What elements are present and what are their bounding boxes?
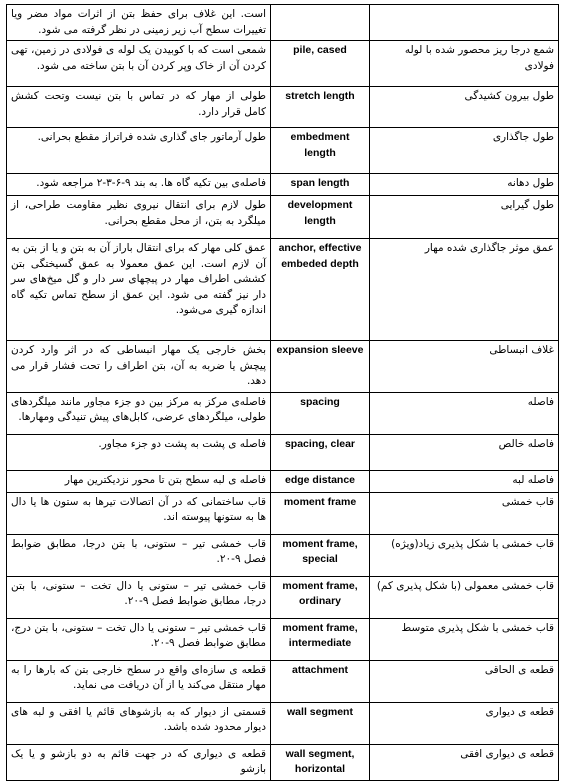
english-term-cell: moment frame, intermediate: [271, 618, 370, 660]
english-term-cell: moment frame: [271, 492, 370, 534]
english-term-cell: span length: [271, 174, 370, 196]
definition-cell: طول آرماتور جای گذاری شده فراتراز مقطع بحرانی.: [7, 128, 271, 174]
english-term-cell: edge distance: [271, 470, 370, 492]
definition-cell: فاصله‌ی بین تکیه گاه ها. به بند ۹-۶-۳-۲ مراجعه شود.: [7, 174, 271, 196]
english-term-cell: expansion sleeve: [271, 341, 370, 393]
definition-cell: قاب خمشی تیر – ستونی یا دال تخت – ستونی، با بتن درج، مطابق ضوابط فصل ۹-۲۰.: [7, 618, 271, 660]
english-term-cell: anchor, effective embeded depth: [271, 239, 370, 341]
persian-term-cell: طول بیرون کشیدگی: [370, 87, 559, 128]
english-term-cell: stretch length: [271, 87, 370, 128]
persian-term-cell: قاب خمشی با شکل پذیری زیاد(ویژه): [370, 534, 559, 576]
english-term-cell: development length: [271, 196, 370, 239]
persian-term-cell: قاب خمشی با شکل پذیری متوسط: [370, 618, 559, 660]
english-term-cell: moment frame, special: [271, 534, 370, 576]
persian-term-cell: عمق موثر جاگذاری شده مهار: [370, 239, 559, 341]
english-term-cell: spacing: [271, 392, 370, 434]
english-term-cell: embedment length: [271, 128, 370, 174]
table-row: [7, 87, 559, 128]
table-row: [7, 196, 559, 239]
definition-cell: قاب ساختمانی که در آن اتصالات تیرها به ستون ها یا دال ها به ستونها پیوسته اند.: [7, 492, 271, 534]
table-row: [7, 239, 559, 341]
english-term-cell: wall segment, horizontal: [271, 744, 370, 780]
english-term-cell: moment frame, ordinary: [271, 576, 370, 618]
persian-term-cell: قطعه ی دیواری: [370, 702, 559, 744]
persian-term-cell: طول گیرایی: [370, 196, 559, 239]
english-term-cell: wall segment: [271, 702, 370, 744]
persian-term-cell: [370, 5, 559, 41]
definition-cell: فاصله ی پشت به پشت دو جزء مجاور.: [7, 434, 271, 470]
definition-cell: است. این غلاف برای حفظ بتن از اثرات مواد مضر ویا تغییرات سطح آب زیر زمینی در نظر گرفته می شود.: [7, 5, 271, 41]
definition-cell: قاب خمشی تیر – ستونی یا دال تخت – ستونی، با بتن درجا، مطابق ضوابط فصل ۹-۲۰.: [7, 576, 271, 618]
table-row: [7, 660, 559, 702]
definition-cell: فاصله‌ی مرکز به مرکز بین دو جزء مجاور مانند میلگردهای طولی، میلگردهای عرضی، کابل‌های پیش تنیدگی ومهارها.: [7, 392, 271, 434]
table-row: [7, 128, 559, 174]
definition-cell: قسمتی از دیوار که به بازشوهای قائم یا افقی و لبه های دیوار محدود شده باشد.: [7, 702, 271, 744]
persian-term-cell: قطعه ی الحاقی: [370, 660, 559, 702]
english-term-cell: spacing, clear: [271, 434, 370, 470]
glossary-table: [6, 4, 559, 781]
persian-term-cell: قاب خمشی: [370, 492, 559, 534]
persian-term-cell: غلاف انبساطی: [370, 341, 559, 393]
table-row: [7, 41, 559, 87]
persian-term-cell: فاصله: [370, 392, 559, 434]
english-term-cell: [271, 5, 370, 41]
persian-term-cell: فاصله لبه: [370, 470, 559, 492]
persian-term-cell: طول دهانه: [370, 174, 559, 196]
persian-term-cell: فاصله خالص: [370, 434, 559, 470]
table-row: [7, 5, 559, 41]
table-row: [7, 341, 559, 393]
persian-term-cell: قطعه ی دیواری افقی: [370, 744, 559, 780]
definition-cell: بخش خارجی یک مهار انبساطی که در اثر وارد کردن پیچش یا ضربه به آن، بتن اطراف را تحت فشار قرار می دهد.: [7, 341, 271, 393]
table-row: [7, 576, 559, 618]
table-row: [7, 744, 559, 780]
persian-term-cell: قاب خمشی معمولی (با شکل پذیری کم): [370, 576, 559, 618]
persian-term-cell: طول جاگذاری: [370, 128, 559, 174]
definition-cell: قطعه ی دیواری که در جهت قائم به دو بازشو و یا یک بازشو: [7, 744, 271, 780]
table-row: [7, 174, 559, 196]
english-term-cell: attachment: [271, 660, 370, 702]
table-row: [7, 492, 559, 534]
table-row: [7, 618, 559, 660]
table-row: [7, 534, 559, 576]
persian-term-cell: شمع درجا ریز محصور شده با لوله فولادی: [370, 41, 559, 87]
definition-cell: قطعه ی سازه‌ای واقع در سطح خارجی بتن که بارها را به مهار منتقل می‌کند یا از آن دریافت می نماید.: [7, 660, 271, 702]
definition-cell: فاصله ی لبه سطح بتن تا محور نزدیکترین مهار: [7, 470, 271, 492]
english-term-cell: pile, cased: [271, 41, 370, 87]
table-row: [7, 470, 559, 492]
definition-cell: طولی از مهار که در تماس با بتن نیست وتحت کشش کامل قرار دارد.: [7, 87, 271, 128]
definition-cell: طول لازم برای انتقال نیروی نظیر مقاومت طراحی، از میلگرد به بتن، از محل مقطع بحرانی.: [7, 196, 271, 239]
definition-cell: شمعی است که با کوبیدن یک لوله ی فولادی در زمین، تهی کردن آن از خاک وپر کردن آن با بتن ساخته می شود.: [7, 41, 271, 87]
table-row: [7, 702, 559, 744]
definition-cell: قاب خمشی تیر – ستونی، با بتن درجا، مطابق ضوابط فصل ۹-۲۰.: [7, 534, 271, 576]
table-row: [7, 434, 559, 470]
table-row: [7, 392, 559, 434]
definition-cell: عمق کلی مهار که برای انتقال باراز آن به بتن و یا از بتن به آن لازم است. این عمق معمولا به عمق گسیختگی بتن کششی اطراف مهار در پیچهای سر دار و گل میخ‌های سر دار نیز گفته می شود. این عمق از سطح تماس تکیه گاه اندازه گیری می‌شود.: [7, 239, 271, 341]
